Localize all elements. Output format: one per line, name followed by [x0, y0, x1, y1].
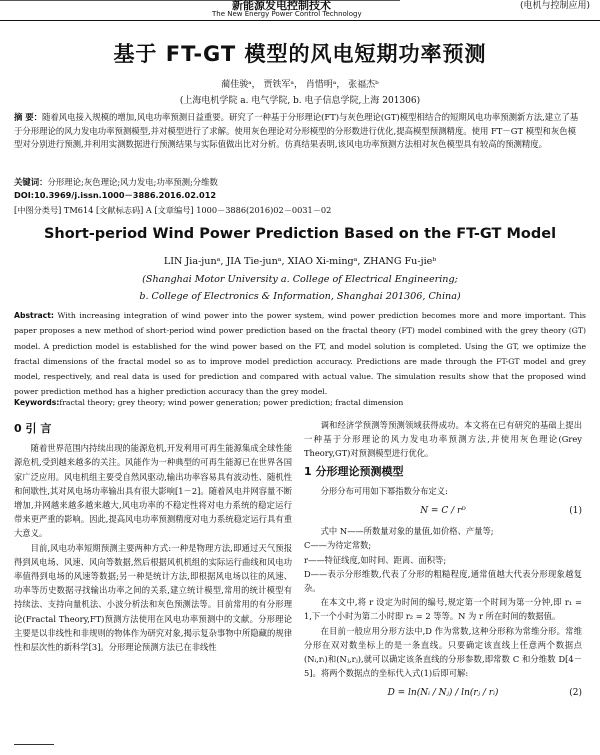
authors-en: LIN Jia-junᵃ, JIA Tie-junᵃ, XIAO Xi-mingᵃ, ZHANG Fu-jieᵇ: [163, 256, 437, 267]
abstract-cn-label: 摘 要：: [14, 112, 43, 122]
abstract-cn-text: 随着风电接入规模的增加,风电功率预测日益重要。研究了一种基于分形理论(FT)与灰色理论(GT)模型相结合的短期风电功率预测新方法,建立了基于分形理论的风力发电功率预测模型,并对模型进行了求解。使用灰色理论对分形模型的分形数进行优化,提高模型预测精度。使用 FT－GT 模型和灰色模型对分别进行预测,并利用实测数据进行预测结果与实际值做出比对分析。仿真结果表明,该风电功率预测方法相对灰色模型具有较高的预测精度。: [14, 112, 579, 150]
equation-2-body: D = ln(Nᵢ / Nⱼ) / ln(rⱼ / rᵢ): [387, 688, 499, 699]
paper-title-en: Short-period Wind Power Prediction Based on the FT-GT Model: [43, 226, 557, 242]
affiliation-cn: (上海电机学院 a. 电气学院, b. 电子信息学院,上海 201306): [179, 96, 421, 106]
keywords-en: [14, 398, 586, 407]
keywords-cn-label: 关键词：: [14, 177, 48, 187]
keywords-en-label: Keywords:: [14, 398, 60, 407]
equation-2-number: (2): [569, 688, 582, 699]
footnote-rule: [14, 744, 54, 745]
journal-title-en: The New Energy Power Control Technology: [212, 10, 362, 18]
affiliation-en-1: (Shanghai Motor University a. College of Electrical Engineering;: [142, 274, 458, 285]
abstract-en-label: Abstract:: [14, 311, 54, 320]
keywords-cn: [14, 176, 582, 188]
section-heading-fractal-model: 1 分形理论预测模型: [304, 464, 404, 478]
abstract-en: [14, 308, 586, 400]
section-heading-introduction: 0 引 言: [14, 422, 52, 435]
keywords-en-text: fractal theory; grey theory; wind power generation; power prediction; fractal dimension: [59, 398, 404, 407]
left-column: [14, 418, 292, 654]
abstract-en-text: With increasing integration of wind power into the power system, wind power prediction becomes more and more important. This paper proposes a new method of short-period wind power prediction based on the fractal theory (FT) model combined with the grey theory (GT) model. A prediction model is established for the wind power based on the FT, and model solution is completed. Using the GT, we optimize the fractal dimensions of the fractal model so as to improve model prediction accuracy. Predictions are made through the FT-GT model and grey model, respectively, and real data is used for prediction and compared with actual value. The simulation results show that the proposed wind power prediction method has a higher prediction accuracy than the grey model.: [14, 311, 586, 397]
paragraph: 目前,风电功率短期预测主要两种方式:一种是物理方法,即通过天气预报得到风电场、风速、风向等数据,然后根据风机机组的实际运行曲线和风电功率值得到电场的风速等数据;另一种是统计方法,即根据风电场以往的风速、功率等历史数据寻找输出功率之间的关系,建立统计模型,常用的统计模型有持续法、支持向量机法、小波分析法和灰色预测法等。目前常用的有分形理论(Fractal Theory,FT)预测方法使用在风电功率预测中的文献。分形理论主要是以非线性和非规则的物体作为研究对象,揭示复杂事物中所隐藏的规律性和层次性的新科学[3]。分形理论预测方法已在非线性: [14, 542, 292, 653]
equation-2: [304, 686, 582, 700]
right-column: [304, 418, 582, 707]
classification-codes: [中图分类号] TM614 [文献标志码] A [文章编号] 1000－3886(2016)02－0031－02: [14, 205, 332, 215]
paragraph: 调和经济学预测等预测领域获得成功。本文将在已有研究的基础上提出一种基于分形理论的风力发电功率预测方法,并使用灰色理论(Grey Theory,GT)对预测模型进行优化。: [304, 420, 582, 459]
header-rule: [0, 0, 400, 10]
paragraph: 在目前一般应用分形方法中,D 作为常数,这种分形称为常维分形。常维分形在双对数坐标上的是一条直线。只要确定该直线上任意两个数据点(Nᵢ,rᵢ)和(Nⱼ,rⱼ),就可以确定该条直线的分形参数,即常数 C 和分维数 D[4－5]。将两个数据点的坐标代入式(1)后即可解:: [304, 625, 582, 679]
journal-title-cn: 新能源发电控制技术: [232, 0, 331, 12]
paper-title-cn: 基于 FT-GT 模型的风电短期功率预测: [113, 42, 487, 66]
equation-1-number: (1): [569, 506, 582, 517]
paragraph: 分形分布可用如下幂指数分布定义:: [320, 485, 448, 496]
equation-1-body: N = C / rᴰ: [420, 506, 466, 517]
authors-cn: 蔺佳骏ᵃ， 贾铁军ᵃ， 肖惜明ᵃ， 张福杰ᵇ: [221, 80, 379, 90]
paragraph: 随着世界范围内持续出现的能源危机,开发利用可再生能源集成全球性能源危机,受到越来越多的关注。风能作为一种典型的可再生能源已在世界各国家广泛应用。风电机组主要受自然风驱动,输出功率容易具有波动性、随机性和间歇性,其对风电场功率输出具有很大影响[1－2]。随着风电并网容量不断增加,并网越来越多越来越大,风电功率的不稳定性将对电力系统的稳定运行带来更严重的影响。因此,提高风电功率预测精度对电力系统稳定运行具有重大意义。: [14, 443, 292, 539]
keywords-cn-text: 分形理论;灰色理论;风力发电;功率预测;分维数: [47, 177, 218, 187]
abstract-cn: [14, 111, 582, 152]
journal-section: (电机与控制应用): [519, 1, 590, 11]
running-header: [0, 0, 600, 21]
paragraph: 在本文中,将 r 设定为时间的编号,规定第一个时间为第一分钟,即 r₁ = 1,下一个小时为第二小时即 r₂ = 2 等等。N 为 r 所在时间的数据值。: [304, 597, 582, 622]
paragraph-definitions: 式中 N——所数量对象的量值,如价格、产量等; C——为待定常数; r——特征线度,如时间、距离、面积等; D——表示分形维数,代表了分形的粗糙程度,通常值越大代表分形现象越复杂。: [304, 526, 582, 594]
equation-1: [304, 504, 582, 518]
doi: DOI:10.3969/j.issn.1000－3886.2016.02.012: [14, 190, 217, 200]
affiliation-en-2: b. College of Electronics & Information, Shanghai 201306, China): [139, 291, 461, 302]
